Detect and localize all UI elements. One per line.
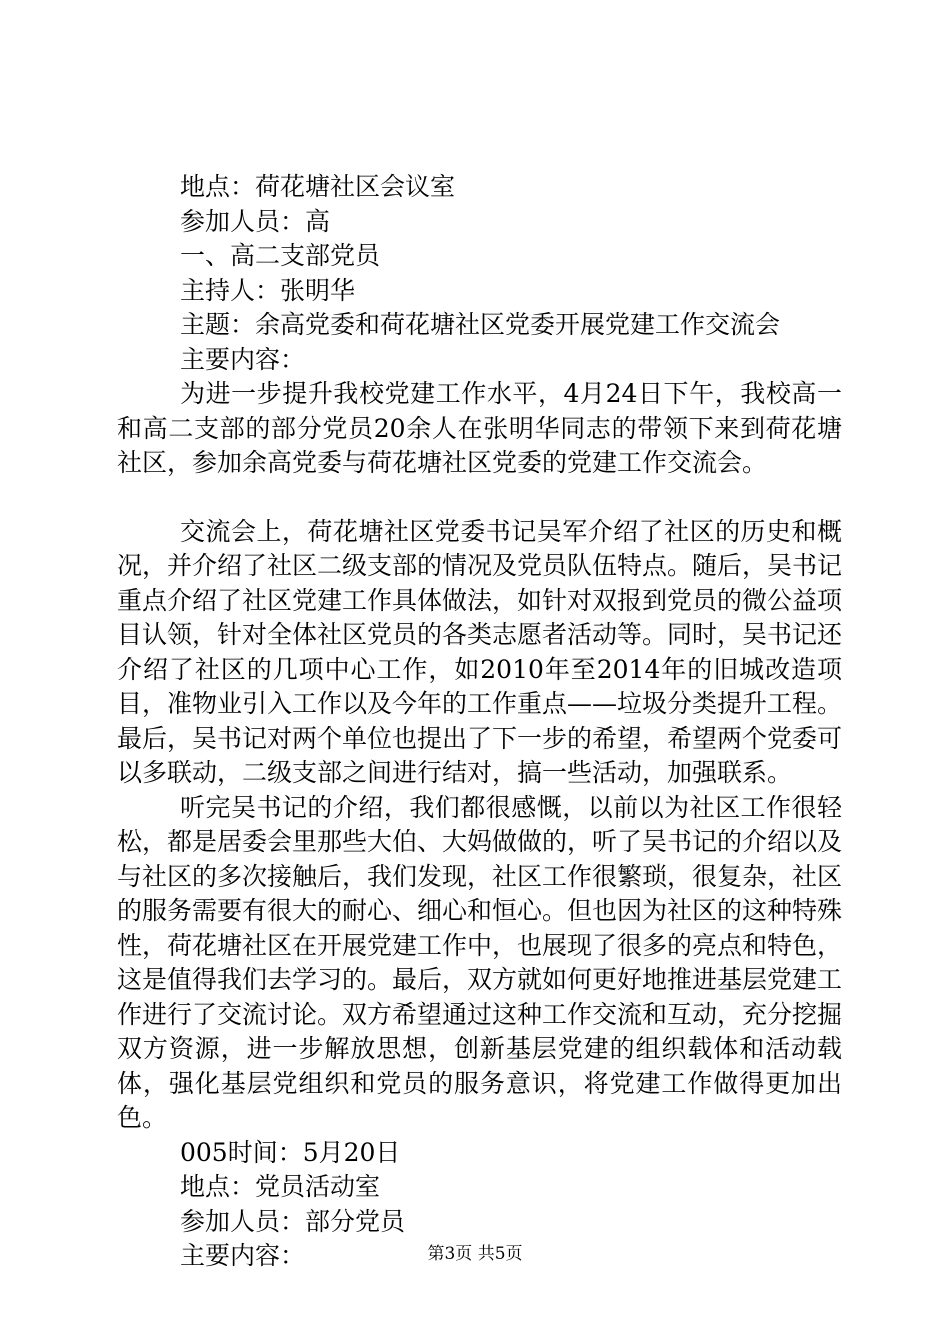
next-main-content-label: 主要内容： <box>180 1241 306 1270</box>
meeting-host: 主持人：张明华 <box>180 275 356 305</box>
participant-group: 一、高二支部党员 <box>180 241 381 270</box>
page-number: 第3页 共5页 <box>427 1244 523 1264</box>
next-meeting-location: 地点：党员活动室 <box>180 1172 381 1201</box>
meeting-participants: 参加人员：高 <box>180 206 331 236</box>
paragraph-exchange: 交流会上，荷花塘社区党委书记吴军介绍了社区的历史和概况，并介绍了社区二级支部的情况及党员队伍特点。随后，吴书记重点介绍了社区党建工作具体做法，如针对双报到党员的微公益项目认领，针对全体社区党员的各类志愿者活动等。同时，吴书记还介绍了社区的几项中心工作，如2010年至2014年的旧城改造项目，准物业引入工作以及今年的工作重点——垃圾分类提升工程。最后，吴书记对两个单位也提出了下一步的希望，希望两个党委可以多联动，二级支部之间进行结对，搞一些活动，加强联系。 <box>117 516 843 787</box>
next-meeting-time: 005时间：5月20日 <box>180 1137 401 1167</box>
paragraph-intro: 为进一步提升我校党建工作水平，4月24日下午，我校高一和高二支部的部分党员20余人在张明华同志的带领下来到荷花塘社区，参加余高党委与荷花塘社区党委的党建工作交流会。 <box>117 379 842 477</box>
meeting-theme: 主题：余高党委和荷花塘社区党委开展党建工作交流会 <box>180 310 781 339</box>
main-content-label: 主要内容： <box>180 344 306 374</box>
next-meeting-participants: 参加人员：部分党员 <box>180 1206 406 1236</box>
document-body <box>117 170 842 1274</box>
paragraph-reflection: 听完吴书记的介绍，我们都很感慨，以前以为社区工作很轻松，都是居委会里那些大伯、大妈做做的，听了吴书记的介绍以及与社区的多次接触后，我们发现，社区工作很繁琐，很复杂，社区的服务需要有很大的耐心、细心和恒心。但也因为社区的这种特殊性，荷花塘社区在开展党建工作中，也展现了很多的亮点和特色，这是值得我们去学习的。最后，双方就如何更好地推进基层党建工作进行了交流讨论。双方希望通过这种工作交流和互动，充分挖掘双方资源，进一步解放思想，创新基层党建的组织载体和活动载体，强化基层党组织和党员的服务意识，将党建工作做得更加出色。 <box>117 792 843 1132</box>
meeting-location: 地点：荷花塘社区会议室 <box>180 172 456 201</box>
